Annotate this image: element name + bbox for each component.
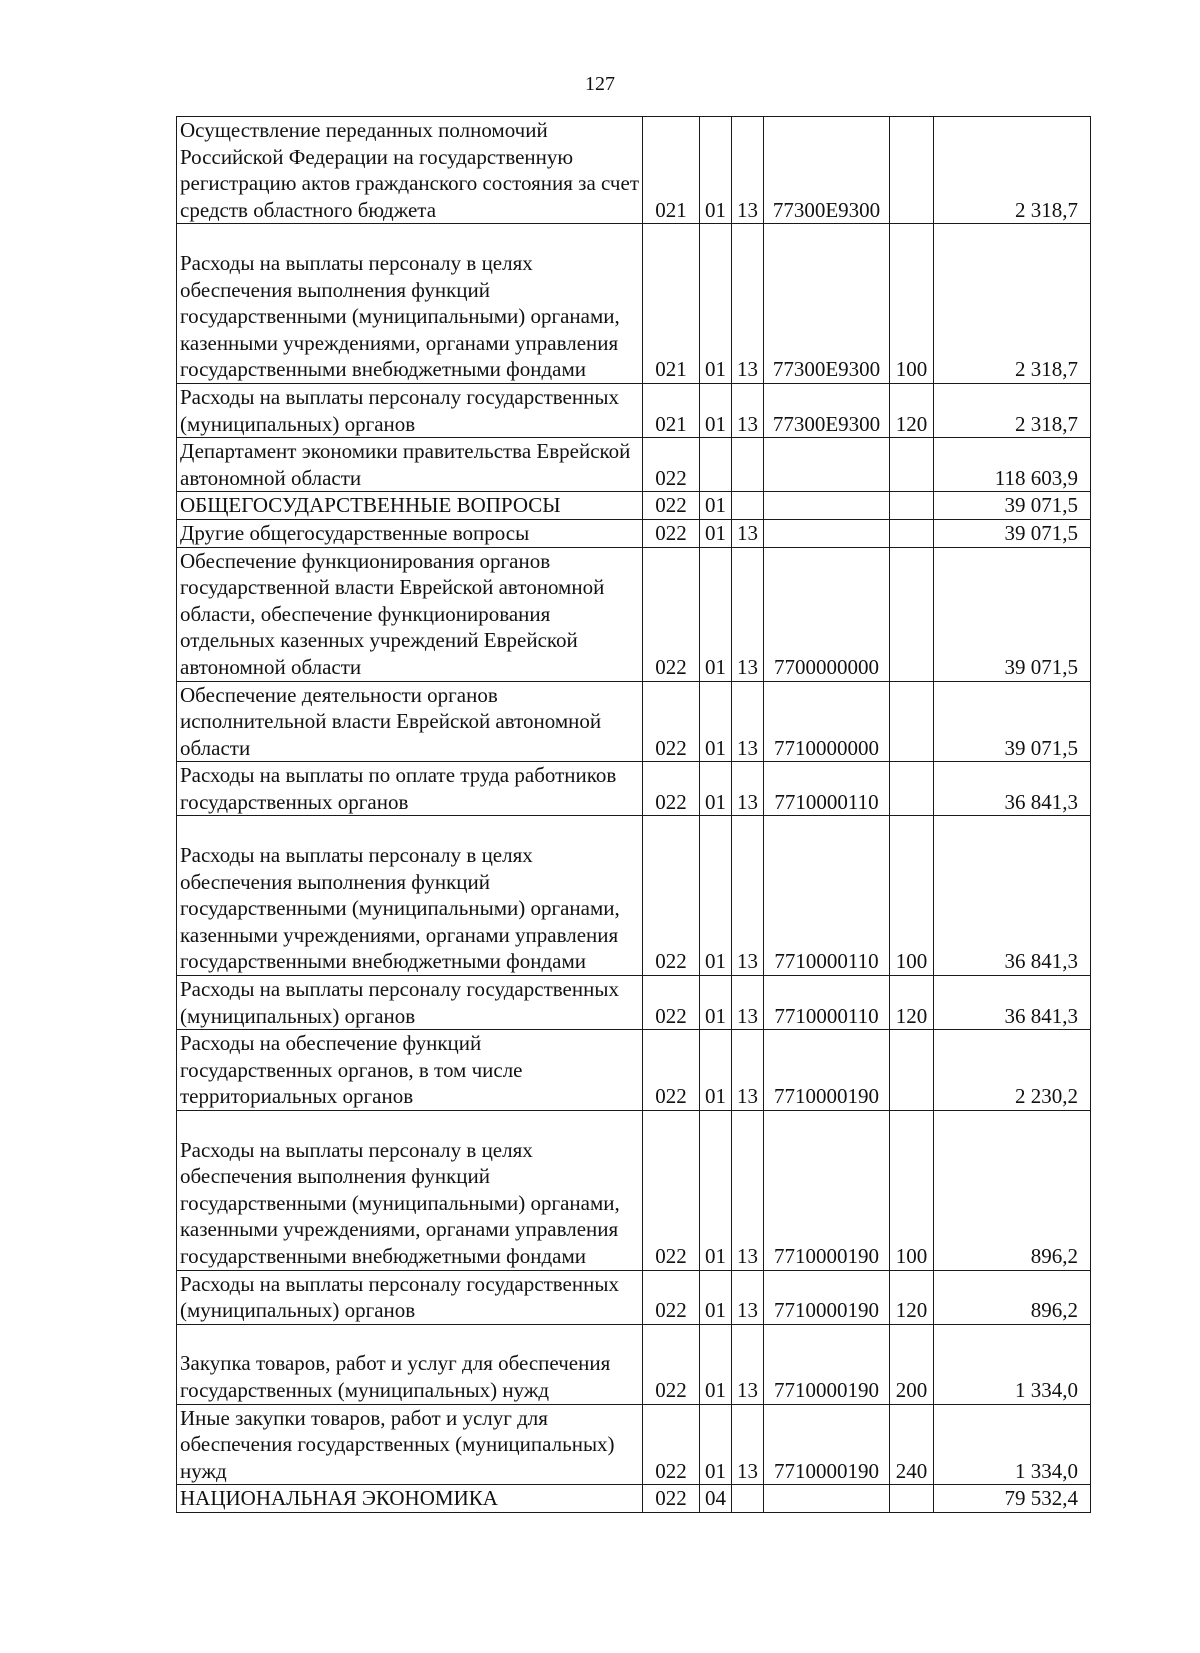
section-code-cell: 01: [700, 547, 732, 681]
ministry-code-cell: 022: [643, 1324, 700, 1404]
amount-cell: 79 532,4: [934, 1485, 1091, 1513]
expense-type-code-cell: [890, 438, 934, 492]
subsection-code-cell: [732, 438, 764, 492]
table-row: [177, 1270, 1091, 1324]
expense-name-cell: Расходы на выплаты персоналу в целях обеспечения выполнения функций государственными (муниципальными) органами, казенными учреждениями, органами управления государственными внебюджетными фондами: [177, 816, 643, 976]
expense-name-cell: Обеспечение деятельности органов исполнительной власти Еврейской автономной области: [177, 681, 643, 762]
amount-cell: 1 334,0: [934, 1324, 1091, 1404]
expense-type-code-cell: 120: [890, 1270, 934, 1324]
subsection-code-cell: 13: [732, 816, 764, 976]
amount-cell: 896,2: [934, 1111, 1091, 1271]
ministry-code-cell: 022: [643, 492, 700, 520]
expense-type-code-cell: 120: [890, 383, 934, 437]
expense-type-code-cell: 200: [890, 1324, 934, 1404]
page-number: 127: [585, 73, 615, 95]
target-article-code-cell: 7710000190: [764, 1270, 890, 1324]
table-row: [177, 438, 1091, 492]
subsection-code-cell: 13: [732, 976, 764, 1030]
ministry-code-cell: 021: [643, 117, 700, 224]
ministry-code-cell: 022: [643, 1404, 700, 1485]
expense-type-code-cell: [890, 492, 934, 520]
expense-type-code-cell: 100: [890, 1111, 934, 1271]
expense-type-code-cell: [890, 681, 934, 762]
amount-cell: 39 071,5: [934, 681, 1091, 762]
expense-name-cell: Другие общегосударственные вопросы: [177, 519, 643, 547]
target-article-code-cell: [764, 1485, 890, 1513]
expense-name-cell: Обеспечение функционирования органов государственной власти Еврейской автономной области, обеспечение функционирования отдельных казенных учреждений Еврейской автономной области: [177, 547, 643, 681]
amount-cell: 118 603,9: [934, 438, 1091, 492]
target-article-code-cell: 7710000190: [764, 1324, 890, 1404]
subsection-code-cell: 13: [732, 1324, 764, 1404]
expense-name-cell: Департамент экономики правительства Еврейской автономной области: [177, 438, 643, 492]
amount-cell: 2 230,2: [934, 1030, 1091, 1111]
table-row: [177, 547, 1091, 681]
subsection-code-cell: 13: [732, 519, 764, 547]
target-article-code-cell: 7700000000: [764, 547, 890, 681]
table-row: [177, 1030, 1091, 1111]
target-article-code-cell: 7710000190: [764, 1111, 890, 1271]
expense-type-code-cell: [890, 117, 934, 224]
target-article-code-cell: [764, 492, 890, 520]
table-row: [177, 1485, 1091, 1513]
subsection-code-cell: [732, 1485, 764, 1513]
target-article-code-cell: 77300Е9300: [764, 224, 890, 384]
amount-cell: 2 318,7: [934, 117, 1091, 224]
target-article-code-cell: 7710000110: [764, 976, 890, 1030]
ministry-code-cell: 022: [643, 438, 700, 492]
ministry-code-cell: 022: [643, 519, 700, 547]
expense-name-cell: Закупка товаров, работ и услуг для обеспечения государственных (муниципальных) нужд: [177, 1324, 643, 1404]
table-row: [177, 816, 1091, 976]
expense-type-code-cell: 100: [890, 816, 934, 976]
target-article-code-cell: [764, 438, 890, 492]
budget-table-body: [177, 117, 1091, 1513]
table-row: [177, 681, 1091, 762]
table-row: [177, 117, 1091, 224]
expense-name-cell: ОБЩЕГОСУДАРСТВЕННЫЕ ВОПРОСЫ: [177, 492, 643, 520]
section-code-cell: 01: [700, 519, 732, 547]
subsection-code-cell: 13: [732, 1030, 764, 1111]
section-code-cell: [700, 438, 732, 492]
table-row: [177, 383, 1091, 437]
target-article-code-cell: 77300Е9300: [764, 383, 890, 437]
amount-cell: 39 071,5: [934, 519, 1091, 547]
amount-cell: 39 071,5: [934, 547, 1091, 681]
section-code-cell: 01: [700, 1030, 732, 1111]
subsection-code-cell: 13: [732, 762, 764, 816]
table-row: [177, 1111, 1091, 1271]
amount-cell: 39 071,5: [934, 492, 1091, 520]
subsection-code-cell: 13: [732, 1404, 764, 1485]
ministry-code-cell: 022: [643, 681, 700, 762]
ministry-code-cell: 022: [643, 976, 700, 1030]
section-code-cell: 01: [700, 1111, 732, 1271]
expense-name-cell: Иные закупки товаров, работ и услуг для обеспечения государственных (муниципальных) нужд: [177, 1404, 643, 1485]
expense-name-cell: Расходы на выплаты персоналу в целях обеспечения выполнения функций государственными (муниципальными) органами, казенными учреждениями, органами управления государственными внебюджетными фондами: [177, 1111, 643, 1271]
ministry-code-cell: 022: [643, 1111, 700, 1271]
amount-cell: 36 841,3: [934, 816, 1091, 976]
subsection-code-cell: 13: [732, 383, 764, 437]
subsection-code-cell: 13: [732, 1111, 764, 1271]
expense-name-cell: Расходы на выплаты персоналу государственных (муниципальных) органов: [177, 1270, 643, 1324]
ministry-code-cell: 021: [643, 224, 700, 384]
ministry-code-cell: 021: [643, 383, 700, 437]
expense-name-cell: Осуществление переданных полномочий Российской Федерации на государственную регистрацию актов гражданского состояния за счет средств областного бюджета: [177, 117, 643, 224]
table-row: [177, 1324, 1091, 1404]
section-code-cell: 01: [700, 976, 732, 1030]
expense-name-cell: Расходы на выплаты персоналу государственных (муниципальных) органов: [177, 976, 643, 1030]
subsection-code-cell: 13: [732, 224, 764, 384]
expense-name-cell: Расходы на выплаты персоналу в целях обеспечения выполнения функций государственными (муниципальными) органами, казенными учреждениями, органами управления государственными внебюджетными фондами: [177, 224, 643, 384]
target-article-code-cell: 7710000190: [764, 1030, 890, 1111]
subsection-code-cell: 13: [732, 117, 764, 224]
ministry-code-cell: 022: [643, 816, 700, 976]
expense-type-code-cell: [890, 762, 934, 816]
amount-cell: 1 334,0: [934, 1404, 1091, 1485]
section-code-cell: 01: [700, 224, 732, 384]
target-article-code-cell: 77300Е9300: [764, 117, 890, 224]
expense-name-cell: Расходы на выплаты по оплате труда работников государственных органов: [177, 762, 643, 816]
ministry-code-cell: 022: [643, 547, 700, 681]
ministry-code-cell: 022: [643, 762, 700, 816]
subsection-code-cell: 13: [732, 1270, 764, 1324]
amount-cell: 2 318,7: [934, 383, 1091, 437]
amount-cell: 36 841,3: [934, 762, 1091, 816]
section-code-cell: 01: [700, 383, 732, 437]
expense-type-code-cell: 120: [890, 976, 934, 1030]
section-code-cell: 01: [700, 1270, 732, 1324]
section-code-cell: 01: [700, 762, 732, 816]
ministry-code-cell: 022: [643, 1270, 700, 1324]
expense-type-code-cell: [890, 519, 934, 547]
amount-cell: 36 841,3: [934, 976, 1091, 1030]
table-row: [177, 519, 1091, 547]
target-article-code-cell: 7710000110: [764, 816, 890, 976]
section-code-cell: 01: [700, 1324, 732, 1404]
target-article-code-cell: 7710000110: [764, 762, 890, 816]
table-row: [177, 762, 1091, 816]
subsection-code-cell: 13: [732, 681, 764, 762]
table-row: [177, 224, 1091, 384]
target-article-code-cell: [764, 519, 890, 547]
subsection-code-cell: 13: [732, 547, 764, 681]
expense-name-cell: Расходы на выплаты персоналу государственных (муниципальных) органов: [177, 383, 643, 437]
expense-type-code-cell: 100: [890, 224, 934, 384]
ministry-code-cell: 022: [643, 1485, 700, 1513]
target-article-code-cell: 7710000000: [764, 681, 890, 762]
subsection-code-cell: [732, 492, 764, 520]
amount-cell: 2 318,7: [934, 224, 1091, 384]
section-code-cell: 01: [700, 816, 732, 976]
table-row: [177, 492, 1091, 520]
expense-type-code-cell: [890, 1030, 934, 1111]
budget-table: [176, 116, 1091, 1513]
expense-type-code-cell: [890, 547, 934, 681]
expense-name-cell: Расходы на обеспечение функций государственных органов, в том числе территориальных органов: [177, 1030, 643, 1111]
expense-name-cell: НАЦИОНАЛЬНАЯ ЭКОНОМИКА: [177, 1485, 643, 1513]
section-code-cell: 01: [700, 1404, 732, 1485]
table-row: [177, 1404, 1091, 1485]
section-code-cell: 01: [700, 681, 732, 762]
expense-type-code-cell: [890, 1485, 934, 1513]
section-code-cell: 04: [700, 1485, 732, 1513]
table-row: [177, 976, 1091, 1030]
amount-cell: 896,2: [934, 1270, 1091, 1324]
ministry-code-cell: 022: [643, 1030, 700, 1111]
expense-type-code-cell: 240: [890, 1404, 934, 1485]
section-code-cell: 01: [700, 492, 732, 520]
section-code-cell: 01: [700, 117, 732, 224]
target-article-code-cell: 7710000190: [764, 1404, 890, 1485]
